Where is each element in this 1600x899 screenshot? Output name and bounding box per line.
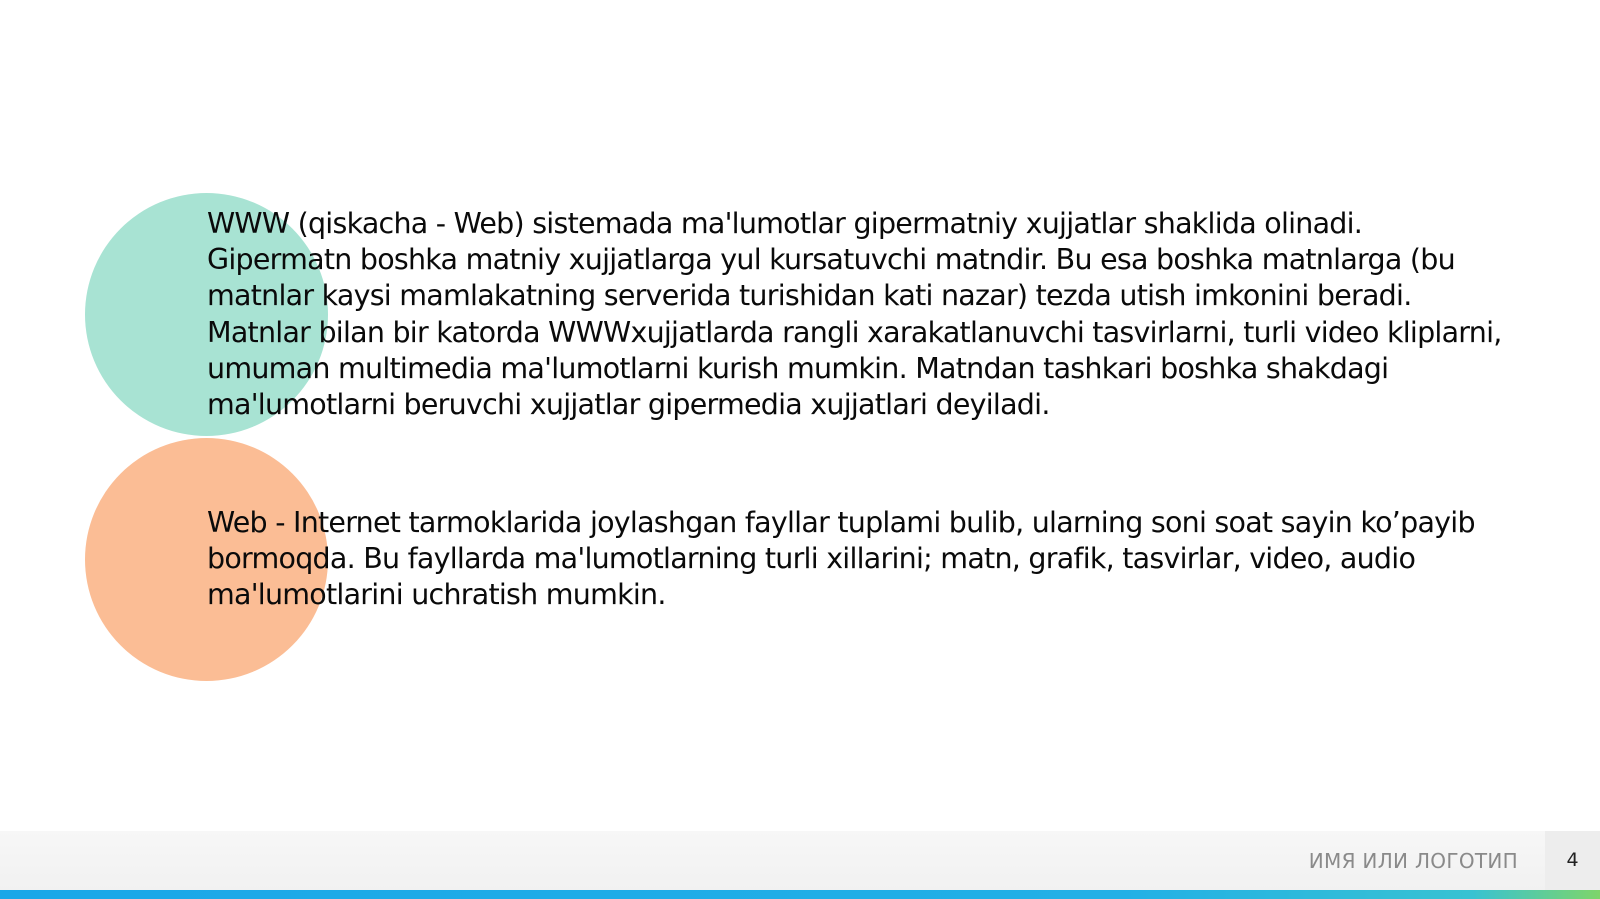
accent-bottom-bar <box>0 890 1600 899</box>
paragraph-www-definition: WWW (qiskacha - Web) sistemada ma'lumotlar gipermatniy xujjatlar shaklida olinadi. Gipermatn boshka matniy xujjatlarga yul kursatuvchi matndir. Bu esa boshka matnlarga (bu matnlar kaysi mamlakatning serverida turishidan kati nazar) tezda utish imkonini beradi. Matnlar bilan bir katorda WWWxujjatlarda rangli xarakatlanuvchi tasvirlarni, turli video kliplarni, umuman multimedia ma'lumotlarni kurish mumkin. Matndan tashkari boshka shakdagi ma'lumotlarni beruvchi xujjatlar gipermedia xujjatlari deyiladi. <box>207 207 1502 422</box>
paragraph-web-definition: Web - Internet tarmoklarida joylashgan fayllar tuplami bulib, ularning soni soat sayin ko’payib bormoqda. Bu fayllarda ma'lumotlarning turli xillarini; matn, grafik, tasvirlar, video, audio ma'lumotlarini uchratish mumkin. <box>207 506 1475 612</box>
page-number: 4 <box>1566 849 1579 871</box>
footer-logo-text: ИМЯ ИЛИ ЛОГОТИП <box>1308 849 1518 873</box>
